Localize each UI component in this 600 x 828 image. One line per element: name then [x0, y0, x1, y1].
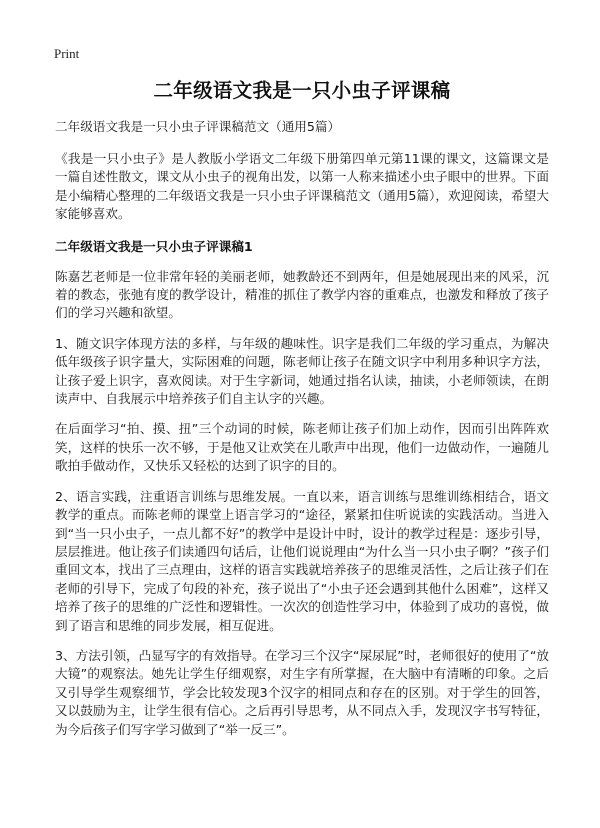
page-title: 二年级语文我是一只小虫子评课稿: [153, 79, 451, 102]
document-page: [55, 76, 549, 739]
body-paragraph-3: 在后面学习“拍、摸、扭”三个动词的时候，陈老师让孩子们加上动作，因而引出阵阵欢笑，这样的快乐一次不够，于是他又让欢笑在儿歌声中出现，他们一边做动作，一遍随儿歌拍手做动作，又快乐又轻松的达到了识字的目的。: [55, 421, 549, 474]
document-subtitle: 二年级语文我是一只小虫子评课稿范文（通用5篇）: [55, 119, 341, 134]
print-link[interactable]: Print: [54, 46, 80, 61]
body-paragraph-2: 1、随文识字体现方法的多样，与年级的趣味性。识字是我们二年级的学习重点，为解决低年级孩子识字量大，实际困难的问题，陈老师让孩子在随文识字中利用多种识字方法，让孩子爱上识字，喜欢阅读。对于生字新词，她通过指名认读，抽读，小老师领读，在朗读声中、自我展示中培养孩子们自主认字的兴趣。: [55, 335, 549, 407]
body-paragraph-4: 2、语言实践，注重语言训练与思维发展。一直以来，语言训练与思维训练相结合，语文教学的重点。而陈老师的课堂上语言学习的“途径，紧紧扣住听说读的实践活动。当进入到“当一只小虫子，一点儿都不好”的教学中是设计中时，设计的教学过程是：逐步引导，层层推进。他让孩子们读通四句话后，让他们说说理由“为什么当一只小虫子啊？”孩子们重回文本，找出了三点理由，这样的语言实践就培养孩子的思维灵活性，之后让孩子们在老师的引导下，完成了句段的补充，孩子说出了“小虫子还会遇到其他什么困难”，这样又培养了孩子的思维的广泛性和逻辑性。一次次的创造性学习中，体验到了成功的喜悦，做到了语言和思维的同步发展，相互促进。: [55, 488, 549, 633]
body-paragraph-1: 陈嘉艺老师是一位非常年轻的美丽老师，她教龄还不到两年，但是她展现出来的风采，沉着的教态，张弛有度的教学设计，精准的抓住了教学内容的重难点，也激发和释放了孩子们的学习兴趣和欲望。: [55, 268, 549, 321]
section-heading: 二年级语文我是一只小虫子评课稿1: [55, 238, 253, 254]
intro-paragraph: 《我是一只小虫子》是人教版小学语文二年级下册第四单元第11课的课文，这篇课文是一篇自述性散文，课文从小虫子的视角出发，以第一人称来描述小虫子眼中的世界。下面是小编精心整理的二年级语文我是一只小虫子评课稿范文（通用5篇），欢迎阅读，希望大家能够喜欢。: [55, 151, 549, 222]
body-paragraph-5: 3、方法引领，凸显写字的有效指导。在学习三个汉字“屎尿屁”时，老师很好的使用了“放大镜”的观察法。她先让学生仔细观察，对生字有所掌握，在大脑中有清晰的印象。之后又引导学生观察细节，学会比较发现3个汉字的相同点和存在的区别。对于学生的回答，又以鼓励为主，让学生很有信心。之后再引导思考，从不同点入手，发现汉字书写特征，为今后孩子们写字学习做到了“举一反三”。: [55, 647, 549, 737]
